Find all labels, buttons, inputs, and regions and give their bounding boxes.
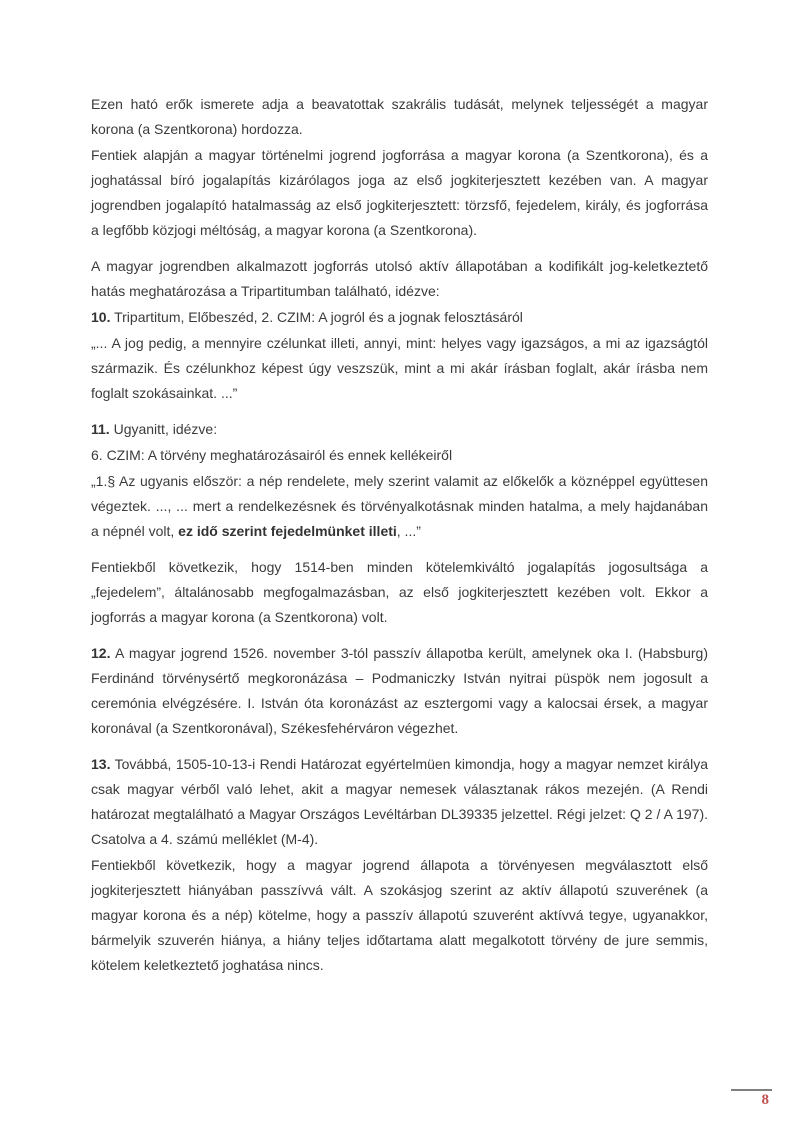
text-run: „1.§ Az ugyanis először: a nép rendelete, mely szerint valamit az előkelők a köznéppel együttesen végeztek. ..., ... mert a rendelkezésnek és törvényalkotásnak minden hatalma, a mely hajdanában a népnél volt, bbox=[91, 473, 708, 539]
paragraph-4-item-10 bbox=[91, 305, 708, 330]
text-run: 6. CZIM: A törvény meghatározásairól és ennek kellékeiről bbox=[91, 447, 453, 463]
footer-rule bbox=[731, 1089, 772, 1091]
paragraph-1 bbox=[91, 92, 708, 142]
item-number-bold: 12. bbox=[91, 645, 111, 661]
paragraph-11-item-13 bbox=[91, 752, 708, 852]
text-run: Ugyanitt, idézve: bbox=[109, 421, 218, 437]
paragraph-12 bbox=[91, 853, 708, 978]
paragraph-6-item-11 bbox=[91, 417, 708, 442]
text-run: , ...” bbox=[396, 523, 421, 539]
page-number: 8 bbox=[761, 1092, 769, 1108]
paragraph-2 bbox=[91, 143, 708, 243]
paragraph-8-quote bbox=[91, 469, 708, 544]
text-run: A magyar jogrendben alkalmazott jogforrás utolsó aktív állapotában a kodifikált jog-keletkeztető hatás meghatározása a Tripartitumban található, idézve: bbox=[91, 258, 708, 299]
text-run: Fentiekből következik, hogy 1514-ben minden kötelemkiváltó jogalapítás jogosultsága a „fejedelem”, általánosabb megfogalmazásban, az első jogkiterjesztett kezében volt. Ekkor a jogforrás a magyar korona (a Szentkorona) volt. bbox=[91, 559, 708, 625]
page-footer bbox=[731, 1089, 772, 1108]
item-number-bold: 10. bbox=[91, 309, 111, 325]
text-run: A magyar jogrend 1526. november 3-tól passzív állapotba került, amelynek oka I. (Habsburg) Ferdinánd törvénysértő megkoronázása – Podmaniczky István nyitrai püspök nem jogosult a ceremónia elvégzésére. I. István óta koronázást az esztergomi vagy a kalocsai érsek, a magyar koronával (a Szentkoronával), Székesfehérváron végezhet. bbox=[91, 645, 708, 736]
paragraph-7 bbox=[91, 443, 708, 468]
paragraph-9 bbox=[91, 555, 708, 630]
item-number-bold: 11. bbox=[91, 421, 110, 437]
text-run: Tripartitum, Előbeszéd, 2. CZIM: A jogról és a jognak felosztásáról bbox=[110, 309, 523, 325]
document-body bbox=[91, 92, 708, 979]
paragraph-5-quote bbox=[91, 331, 708, 406]
text-run: Ezen ható erők ismerete adja a beavatottak szakrális tudását, melynek teljességét a magyar korona (a Szentkorona) hordozza. bbox=[91, 96, 708, 137]
text-run: Fentiekből következik, hogy a magyar jogrend állapota a törvényesen megválasztott első jogkiterjesztett hiányában passzívvá vált. A szokásjog szerint az aktív állapotú szuverének (a magyar korona és a nép) kötelme, hogy a passzív állapotú szuverént aktívvá tegye, ugyanakkor, bármelyik szuverén hiánya, a hiány teljes időtartama alatt megalkotott törvény de jure semmis, kötelem keletkeztető joghatása nincs. bbox=[91, 857, 708, 973]
text-run: Továbbá, 1505-10-13-i Rendi Határozat egyértelmüen kimondja, hogy a magyar nemzet királya csak magyar vérből való lehet, akit a magyar nemesek választanak rákos mezején. (A Rendi határozat megtalálható a Magyar Országos Levéltárban DL39335 jelzettel. Régi jelzet: Q 2 / A 197). Csatolva a 4. számú melléklet (M-4). bbox=[91, 756, 708, 847]
text-run: Fentiek alapján a magyar történelmi jogrend jogforrása a magyar korona (a Szentkorona), és a joghatással bíró jogalapítás kizárólagos joga az első jogkiterjesztett kezében van. A magyar jogrendben jogalapító hatalmasság az első jogkiterjesztett: törzsfő, fejedelem, király, és jogforrása a legfőbb közjogi méltóság, a magyar korona (a Szentkorona). bbox=[91, 147, 708, 238]
item-number-bold: 13. bbox=[91, 756, 111, 772]
text-run: „... A jog pedig, a mennyire czélunkat illeti, annyi, mint: helyes vagy igazságos, a mi az igazságtól származik. És czélunkhoz képest úgy veszszük, mint a mi akár írásban foglalt, akár írásba nem foglalt szokásainkat. ...” bbox=[91, 335, 708, 401]
text-run-bold: ez idő szerint fejedelmünket illeti bbox=[178, 523, 397, 539]
paragraph-3 bbox=[91, 254, 708, 304]
paragraph-10-item-12 bbox=[91, 641, 708, 741]
